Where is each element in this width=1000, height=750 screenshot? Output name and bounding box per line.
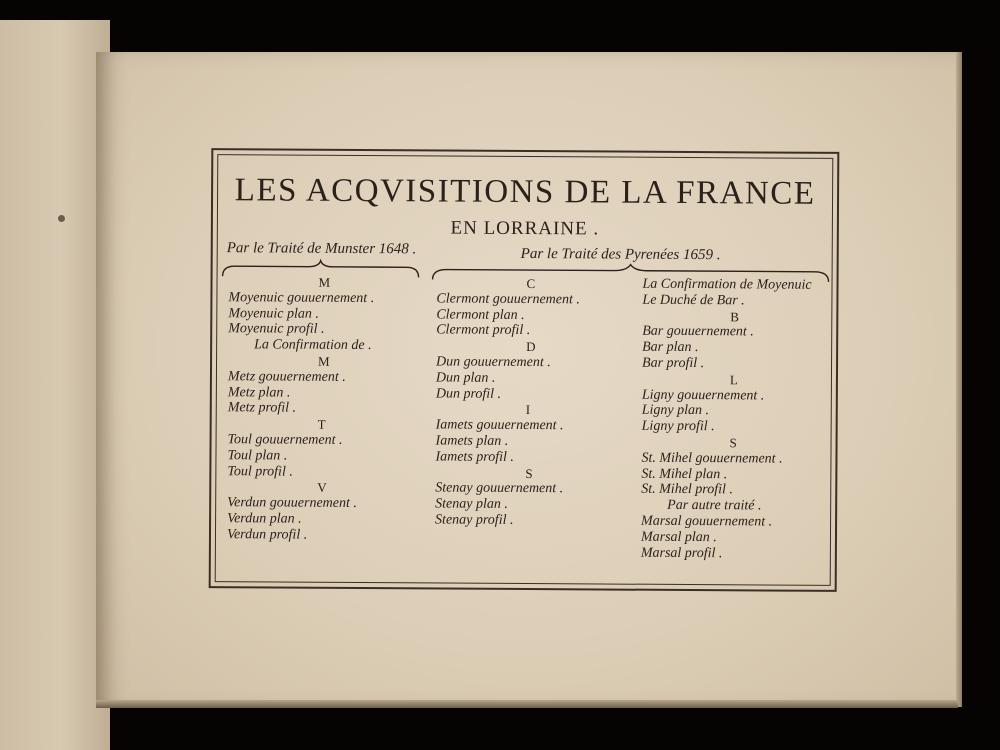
- list-entry: Marsal profil .: [640, 545, 723, 561]
- section-letter: C: [526, 276, 536, 292]
- list-entry: St. Mihel gouuernement .: [641, 450, 783, 467]
- list-entry: Iamets gouuernement .: [435, 417, 564, 434]
- list-entry: Metz gouuernement .: [227, 368, 346, 385]
- list-entry: Bar profil .: [641, 355, 705, 372]
- list-entry: Toul plan .: [227, 447, 288, 464]
- section-letter: L: [729, 372, 738, 388]
- list-entry: Iamets plan .: [435, 433, 509, 449]
- section-letter: M: [318, 353, 330, 369]
- list-entry: La Confirmation de Moyenuic: [642, 276, 812, 293]
- list-entry: Moyenuic profil .: [228, 321, 325, 338]
- list-entry: Verdun profil .: [226, 526, 308, 543]
- column-pyrenees-right: [641, 277, 833, 562]
- section-letter: B: [730, 308, 740, 324]
- section-letter: I: [525, 402, 531, 418]
- page-edge: [956, 52, 962, 707]
- list-entry: La Confirmation de .: [254, 337, 372, 354]
- list-entry: Dun gouuernement .: [436, 354, 551, 371]
- list-entry: Moyenuic gouuernement .: [228, 289, 375, 306]
- page-bottom-edge: [96, 700, 958, 708]
- list-entry: Metz plan .: [227, 384, 291, 401]
- list-entry: St. Mihel profil .: [641, 482, 733, 498]
- list-entry: Ligny gouuernement .: [641, 387, 765, 404]
- column-munster: [227, 274, 429, 544]
- section-letter: V: [317, 480, 327, 496]
- list-entry: Moyenuic plan .: [228, 305, 319, 322]
- left-page: [0, 20, 110, 750]
- engraved-frame: [209, 148, 840, 592]
- ink-spot: [58, 215, 65, 222]
- treaty-munster-heading: Par le Traité de Munster 1648 .: [226, 240, 417, 258]
- section-letter: D: [526, 339, 536, 355]
- page-title: LES ACQVISITIONS DE LA FRANCE: [234, 172, 816, 212]
- list-entry: Stenay profil .: [435, 512, 514, 528]
- list-entry: Marsal gouuernement .: [641, 513, 773, 530]
- treaty-pyrenees-heading: Par le Traité des Pyrenées 1659 .: [520, 245, 721, 264]
- list-entry: Stenay gouuernement .: [435, 480, 564, 497]
- page-subtitle: EN LORRAINE .: [450, 217, 600, 240]
- section-letter: T: [317, 416, 326, 432]
- list-entry: Clermont profil .: [436, 322, 531, 339]
- list-entry: Stenay plan .: [435, 496, 508, 513]
- list-entry: Metz profil .: [227, 400, 297, 416]
- section-letter: S: [729, 435, 737, 451]
- list-entry: Dun profil .: [435, 386, 502, 402]
- list-entry: Bar gouuernement .: [642, 324, 754, 340]
- list-entry: Iamets profil .: [435, 449, 514, 465]
- list-entry: Marsal plan .: [640, 529, 717, 545]
- list-entry: Par autre traité .: [667, 498, 762, 514]
- list-entry: Clermont plan .: [436, 307, 525, 323]
- list-entry: Verdun gouuernement .: [227, 495, 357, 512]
- list-entry: Ligny plan .: [641, 403, 710, 419]
- list-entry: Verdun plan .: [227, 511, 302, 527]
- section-letter: M: [318, 274, 331, 290]
- column-pyrenees-left: [435, 275, 637, 529]
- list-entry: Le Duché de Bar .: [642, 292, 745, 309]
- list-entry: Ligny profil .: [641, 418, 715, 435]
- list-entry: Clermont gouuernement .: [436, 291, 580, 308]
- list-entry: Toul profil .: [227, 463, 293, 480]
- list-entry: St. Mihel plan .: [641, 466, 728, 482]
- section-letter: S: [525, 465, 533, 481]
- list-entry: Toul gouuernement .: [227, 432, 343, 448]
- list-entry: Bar plan .: [642, 339, 699, 356]
- list-entry: Dun plan .: [435, 370, 496, 386]
